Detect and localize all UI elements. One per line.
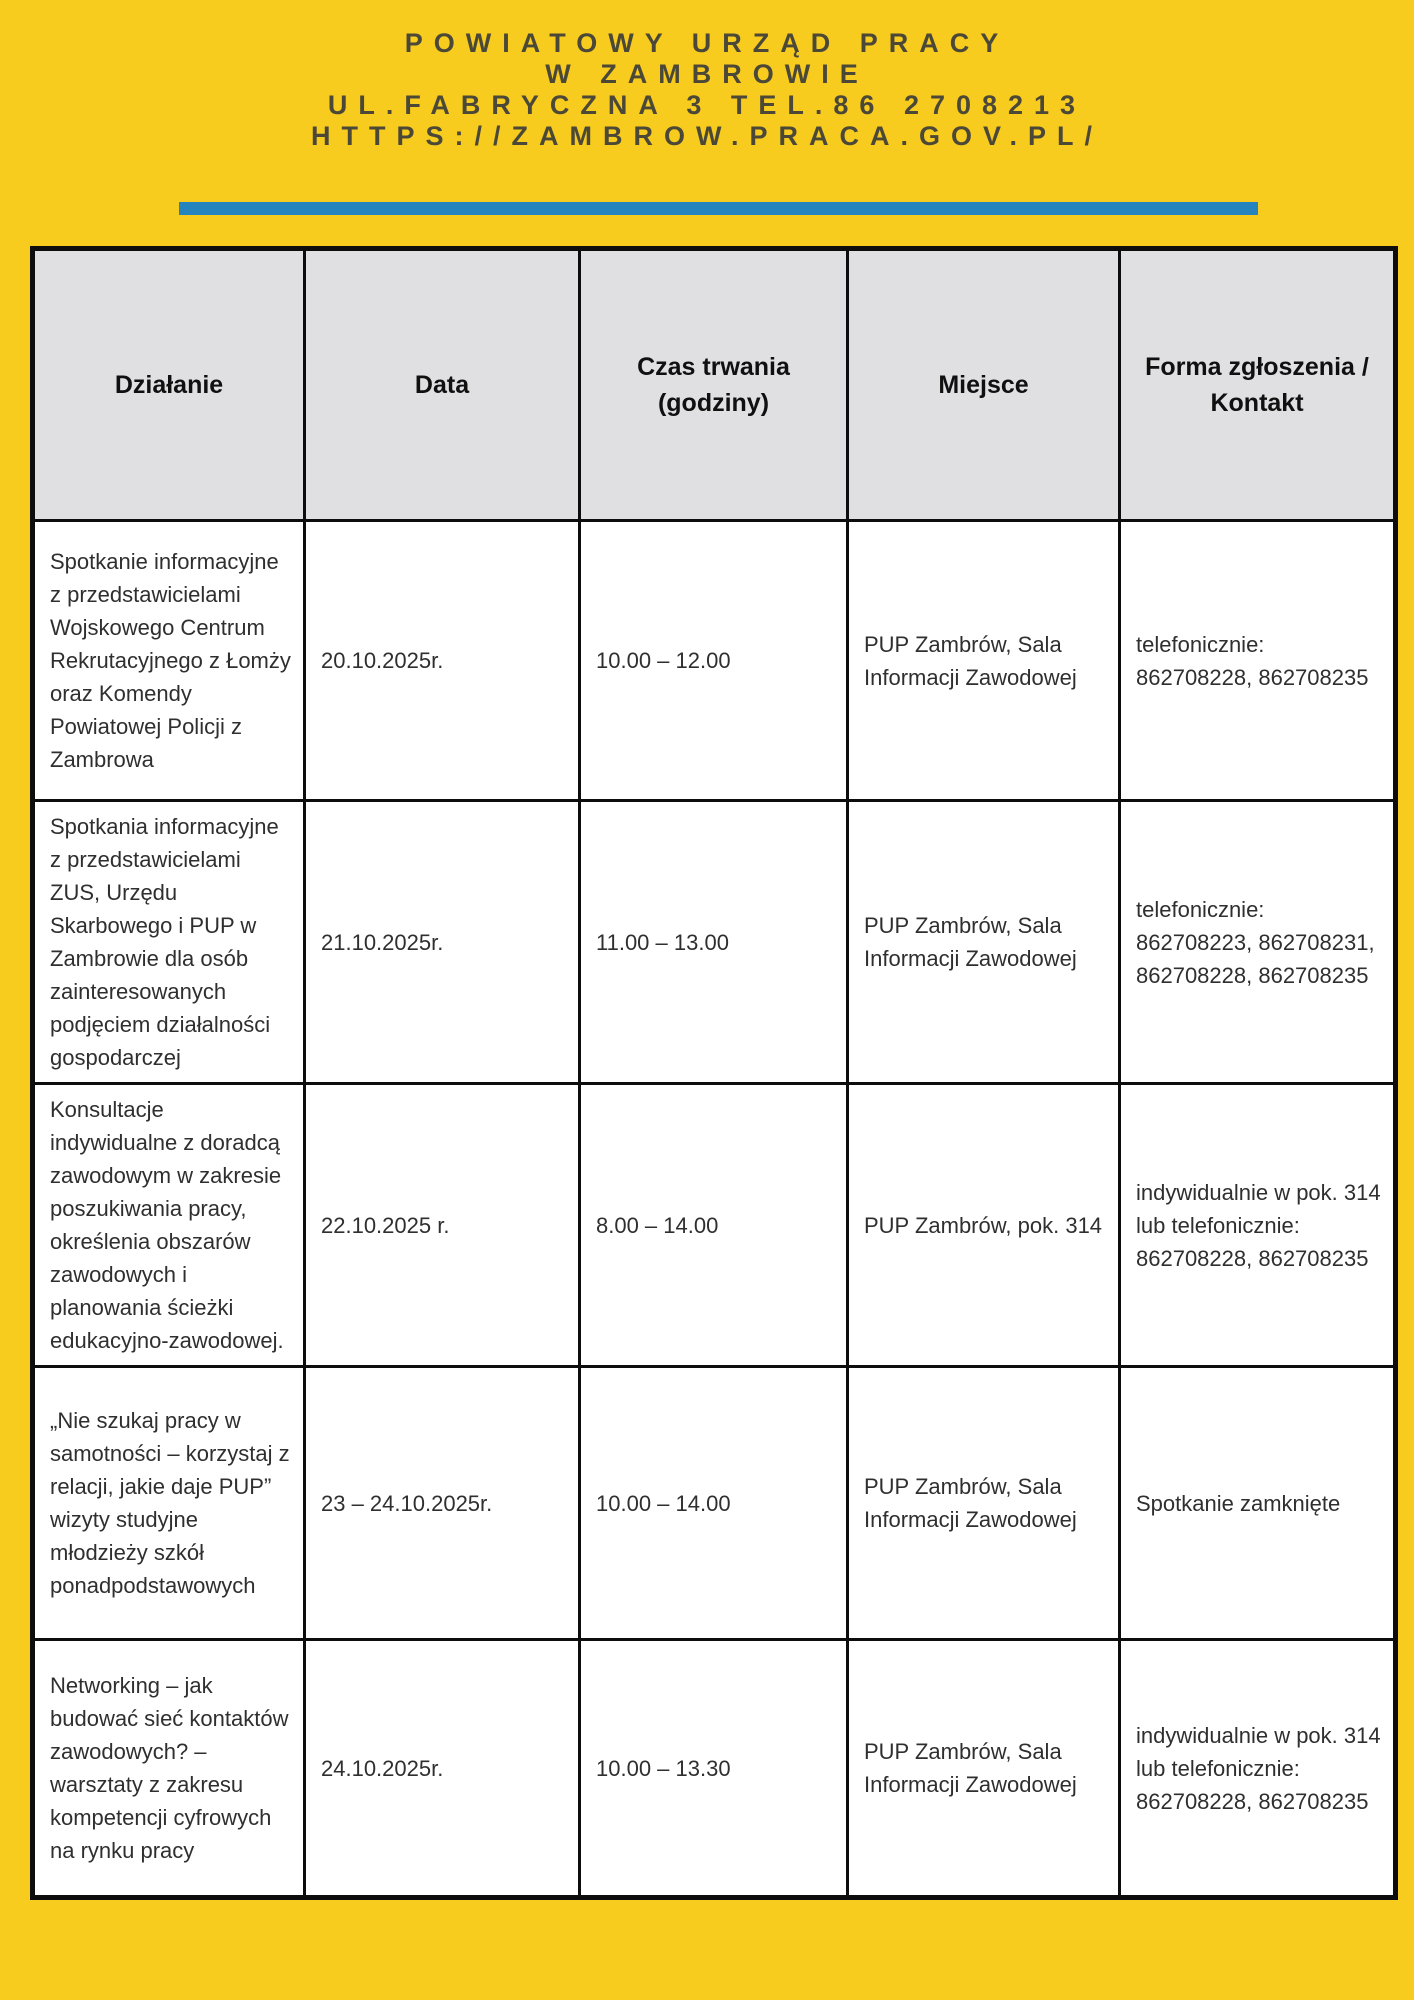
table-row <box>33 521 1396 801</box>
org-name-line-1: POWIATOWY URZĄD PRACY <box>404 28 1010 58</box>
cell-action: Spotkanie informacyjne z przedstawicielami Wojskowego Centrum Rekrutacyjnego z Łomży oraz Komendy Powiatowej Policji z Zambrowa <box>33 521 305 801</box>
table-row <box>33 1640 1396 1898</box>
cell-place: PUP Zambrów, Sala Informacji Zawodowej <box>848 1367 1120 1640</box>
column-header-forma-zgloszenia: Forma zgłoszenia / Kontakt <box>1120 249 1396 521</box>
cell-date: 22.10.2025 r. <box>305 1084 580 1367</box>
cell-time: 8.00 – 14.00 <box>580 1084 848 1367</box>
cell-date: 20.10.2025r. <box>305 521 580 801</box>
cell-place: PUP Zambrów, Sala Informacji Zawodowej <box>848 521 1120 801</box>
cell-time: 10.00 – 13.30 <box>580 1640 848 1898</box>
cell-place: PUP Zambrów, Sala Informacji Zawodowej <box>848 801 1120 1084</box>
table-row <box>33 1367 1396 1640</box>
cell-time: 11.00 – 13.00 <box>580 801 848 1084</box>
cell-contact: indywidualnie w pok. 314 lub telefonicznie: 862708228, 862708235 <box>1120 1084 1396 1367</box>
column-header-data: Data <box>305 249 580 521</box>
column-header-miejsce: Miejsce <box>848 249 1120 521</box>
cell-action: „Nie szukaj pracy w samotności – korzystaj z relacji, jakie daje PUP” wizyty studyjne młodzieży szkół ponadpodstawowych <box>33 1367 305 1640</box>
column-header-dzialanie: Działanie <box>33 249 305 521</box>
cell-action: Spotkania informacyjne z przedstawicielami ZUS, Urzędu Skarbowego i PUP w Zambrowie dla osób zainteresowanych podjęciem działalności gospodarczej <box>33 801 305 1084</box>
cell-contact: telefonicznie: 862708228, 862708235 <box>1120 521 1396 801</box>
cell-time: 10.00 – 12.00 <box>580 521 848 801</box>
accent-bar <box>179 202 1258 215</box>
table-row <box>33 1084 1396 1367</box>
cell-place: PUP Zambrów, Sala Informacji Zawodowej <box>848 1640 1120 1898</box>
cell-date: 24.10.2025r. <box>305 1640 580 1898</box>
cell-contact: Spotkanie zamknięte <box>1120 1367 1396 1640</box>
cell-place: PUP Zambrów, pok. 314 <box>848 1084 1120 1367</box>
cell-date: 21.10.2025r. <box>305 801 580 1084</box>
cell-date: 23 – 24.10.2025r. <box>305 1367 580 1640</box>
cell-contact: telefonicznie: 862708223, 862708231, 862708228, 862708235 <box>1120 801 1396 1084</box>
table-row <box>33 801 1396 1084</box>
org-name-line-2: W ZAMBROWIE <box>545 59 869 89</box>
org-website-line: HTTPS://ZAMBROW.PRACA.GOV.PL/ <box>310 121 1103 151</box>
cell-action: Networking – jak budować sieć kontaktów zawodowych? – warsztaty z zakresu kompetencji cyfrowych na rynku pracy <box>33 1640 305 1898</box>
events-table <box>30 246 1398 1900</box>
cell-contact: indywidualnie w pok. 314 lub telefonicznie: 862708228, 862708235 <box>1120 1640 1396 1898</box>
column-header-czas-trwania: Czas trwania (godziny) <box>580 249 848 521</box>
cell-time: 10.00 – 14.00 <box>580 1367 848 1640</box>
org-header <box>0 0 1414 152</box>
table-header-row <box>33 249 1396 521</box>
org-address-line: UL.FABRYCZNA 3 TEL.86 2708213 <box>327 90 1087 120</box>
cell-action: Konsultacje indywidualne z doradcą zawodowym w zakresie poszukiwania pracy, określenia obszarów zawodowych i planowania ścieżki edukacyjno-zawodowej. <box>33 1084 305 1367</box>
